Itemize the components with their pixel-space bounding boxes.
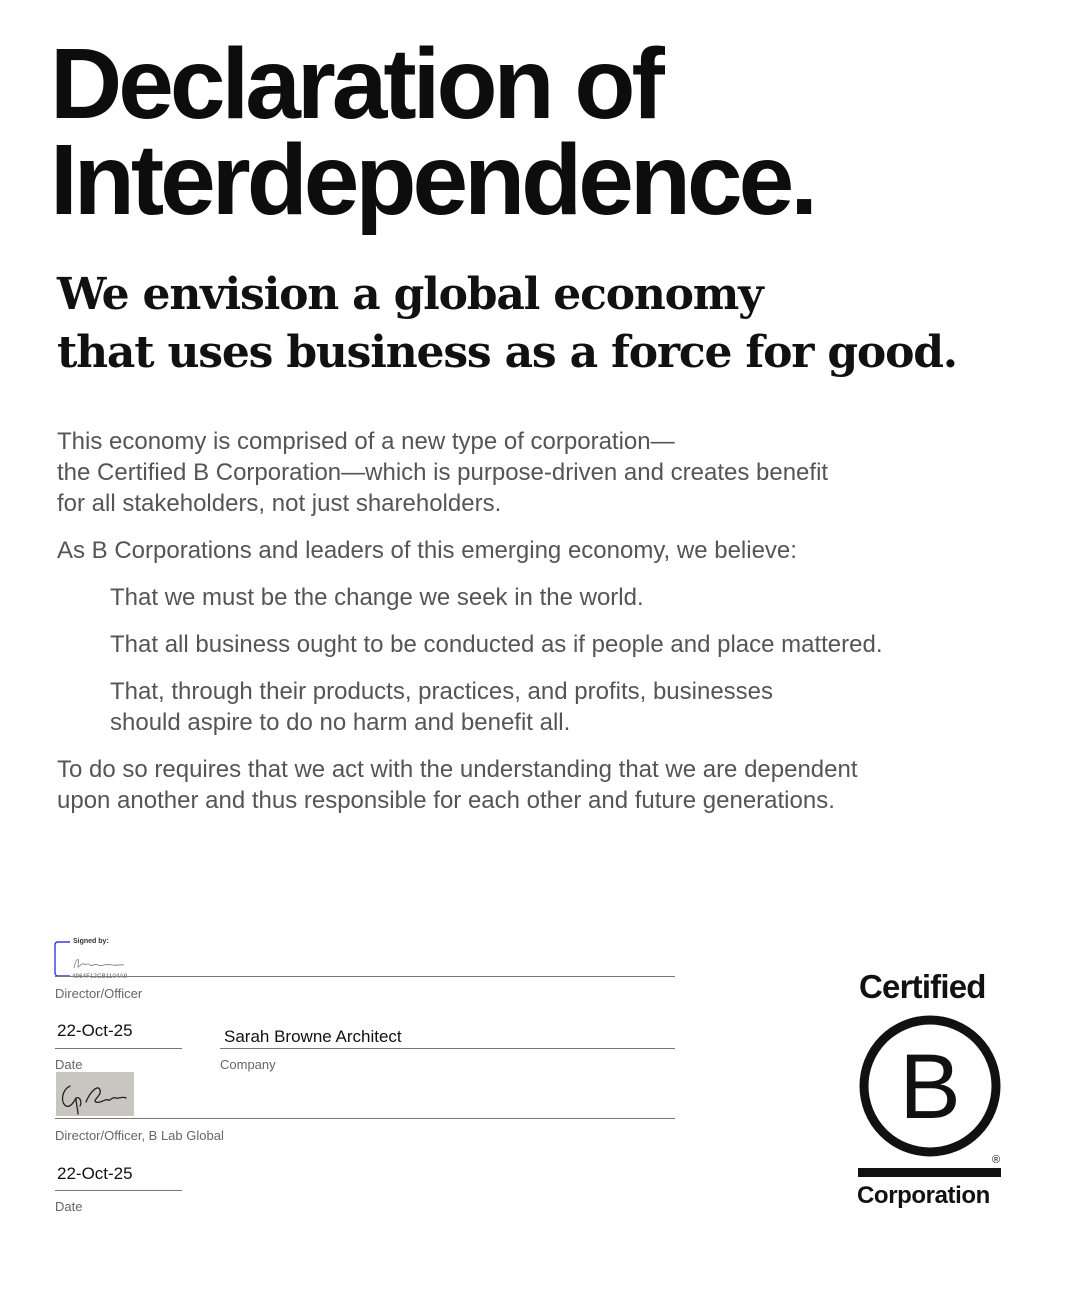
docusign-header: Signed by:: [73, 938, 109, 945]
registered-mark: ®: [991, 1154, 1001, 1166]
belief-lead: [57, 535, 1017, 566]
date-1-value: 22-Oct-25: [57, 1021, 133, 1040]
signer-2-label: Director/Officer, B Lab Global: [55, 1128, 224, 1143]
belief-line: That, through their products, practices, and profits, businesses: [110, 678, 774, 705]
date-1-label: Date: [55, 1057, 83, 1072]
closing-paragraph: [57, 754, 1017, 816]
signature-line-1: [55, 976, 675, 977]
intro-line: for all stakeholders, not just shareholders.: [57, 490, 502, 517]
certified-b-corp-logo: [855, 968, 1009, 1218]
page-title: [50, 28, 814, 236]
closing-line: upon another and thus responsible for each other and future generations.: [57, 787, 835, 814]
signer-1-label: Director/Officer: [55, 986, 143, 1001]
signature-scribble: [74, 959, 124, 968]
logo-b-letter: B: [899, 1036, 961, 1138]
belief-item: [57, 676, 1017, 738]
signature-line-2: [55, 1118, 675, 1119]
date-1-line: [55, 1048, 182, 1049]
company-value: Sarah Browne Architect: [224, 1027, 402, 1046]
belief-line: should aspire to do no harm and benefit all.: [110, 709, 571, 736]
belief-lead-line: As B Corporations and leaders of this emerging economy, we believe:: [57, 537, 797, 564]
logo-corporation-text: Corporation: [857, 1182, 990, 1209]
handwritten-signature: [56, 1072, 134, 1116]
date-2-label: Date: [55, 1199, 83, 1214]
belief-item: [57, 629, 1017, 660]
logo-certified-text: Certified: [859, 968, 986, 1005]
belief-line: That we must be the change we seek in the world.: [110, 584, 644, 611]
company-line: [220, 1048, 675, 1049]
intro-line: This economy is comprised of a new type of corporation—: [57, 428, 675, 455]
declaration-body: [57, 426, 1017, 832]
signature-image: [56, 1072, 134, 1116]
title-line-1: Declaration of: [50, 28, 661, 140]
subtitle-line-2: that uses business as a force for good.: [57, 327, 957, 378]
b-corp-logo-icon: [855, 968, 1009, 1218]
date-2-value: 22-Oct-25: [57, 1164, 133, 1183]
docusign-id: 4964F12CB1104A9: [72, 974, 128, 980]
belief-line: That all business ought to be conducted as if people and place mattered.: [110, 631, 883, 658]
closing-line: To do so requires that we act with the understanding that we are dependent: [57, 756, 858, 783]
company-label: Company: [220, 1057, 276, 1072]
intro-paragraph: [57, 426, 1017, 519]
date-2-line: [55, 1190, 182, 1191]
subtitle: [57, 266, 957, 382]
title-line-2: Interdependence.: [50, 124, 814, 236]
subtitle-line-1: We envision a global economy: [57, 269, 763, 320]
belief-item: [57, 582, 1017, 613]
intro-line: the Certified B Corporation—which is purpose-driven and creates benefit: [57, 459, 829, 486]
